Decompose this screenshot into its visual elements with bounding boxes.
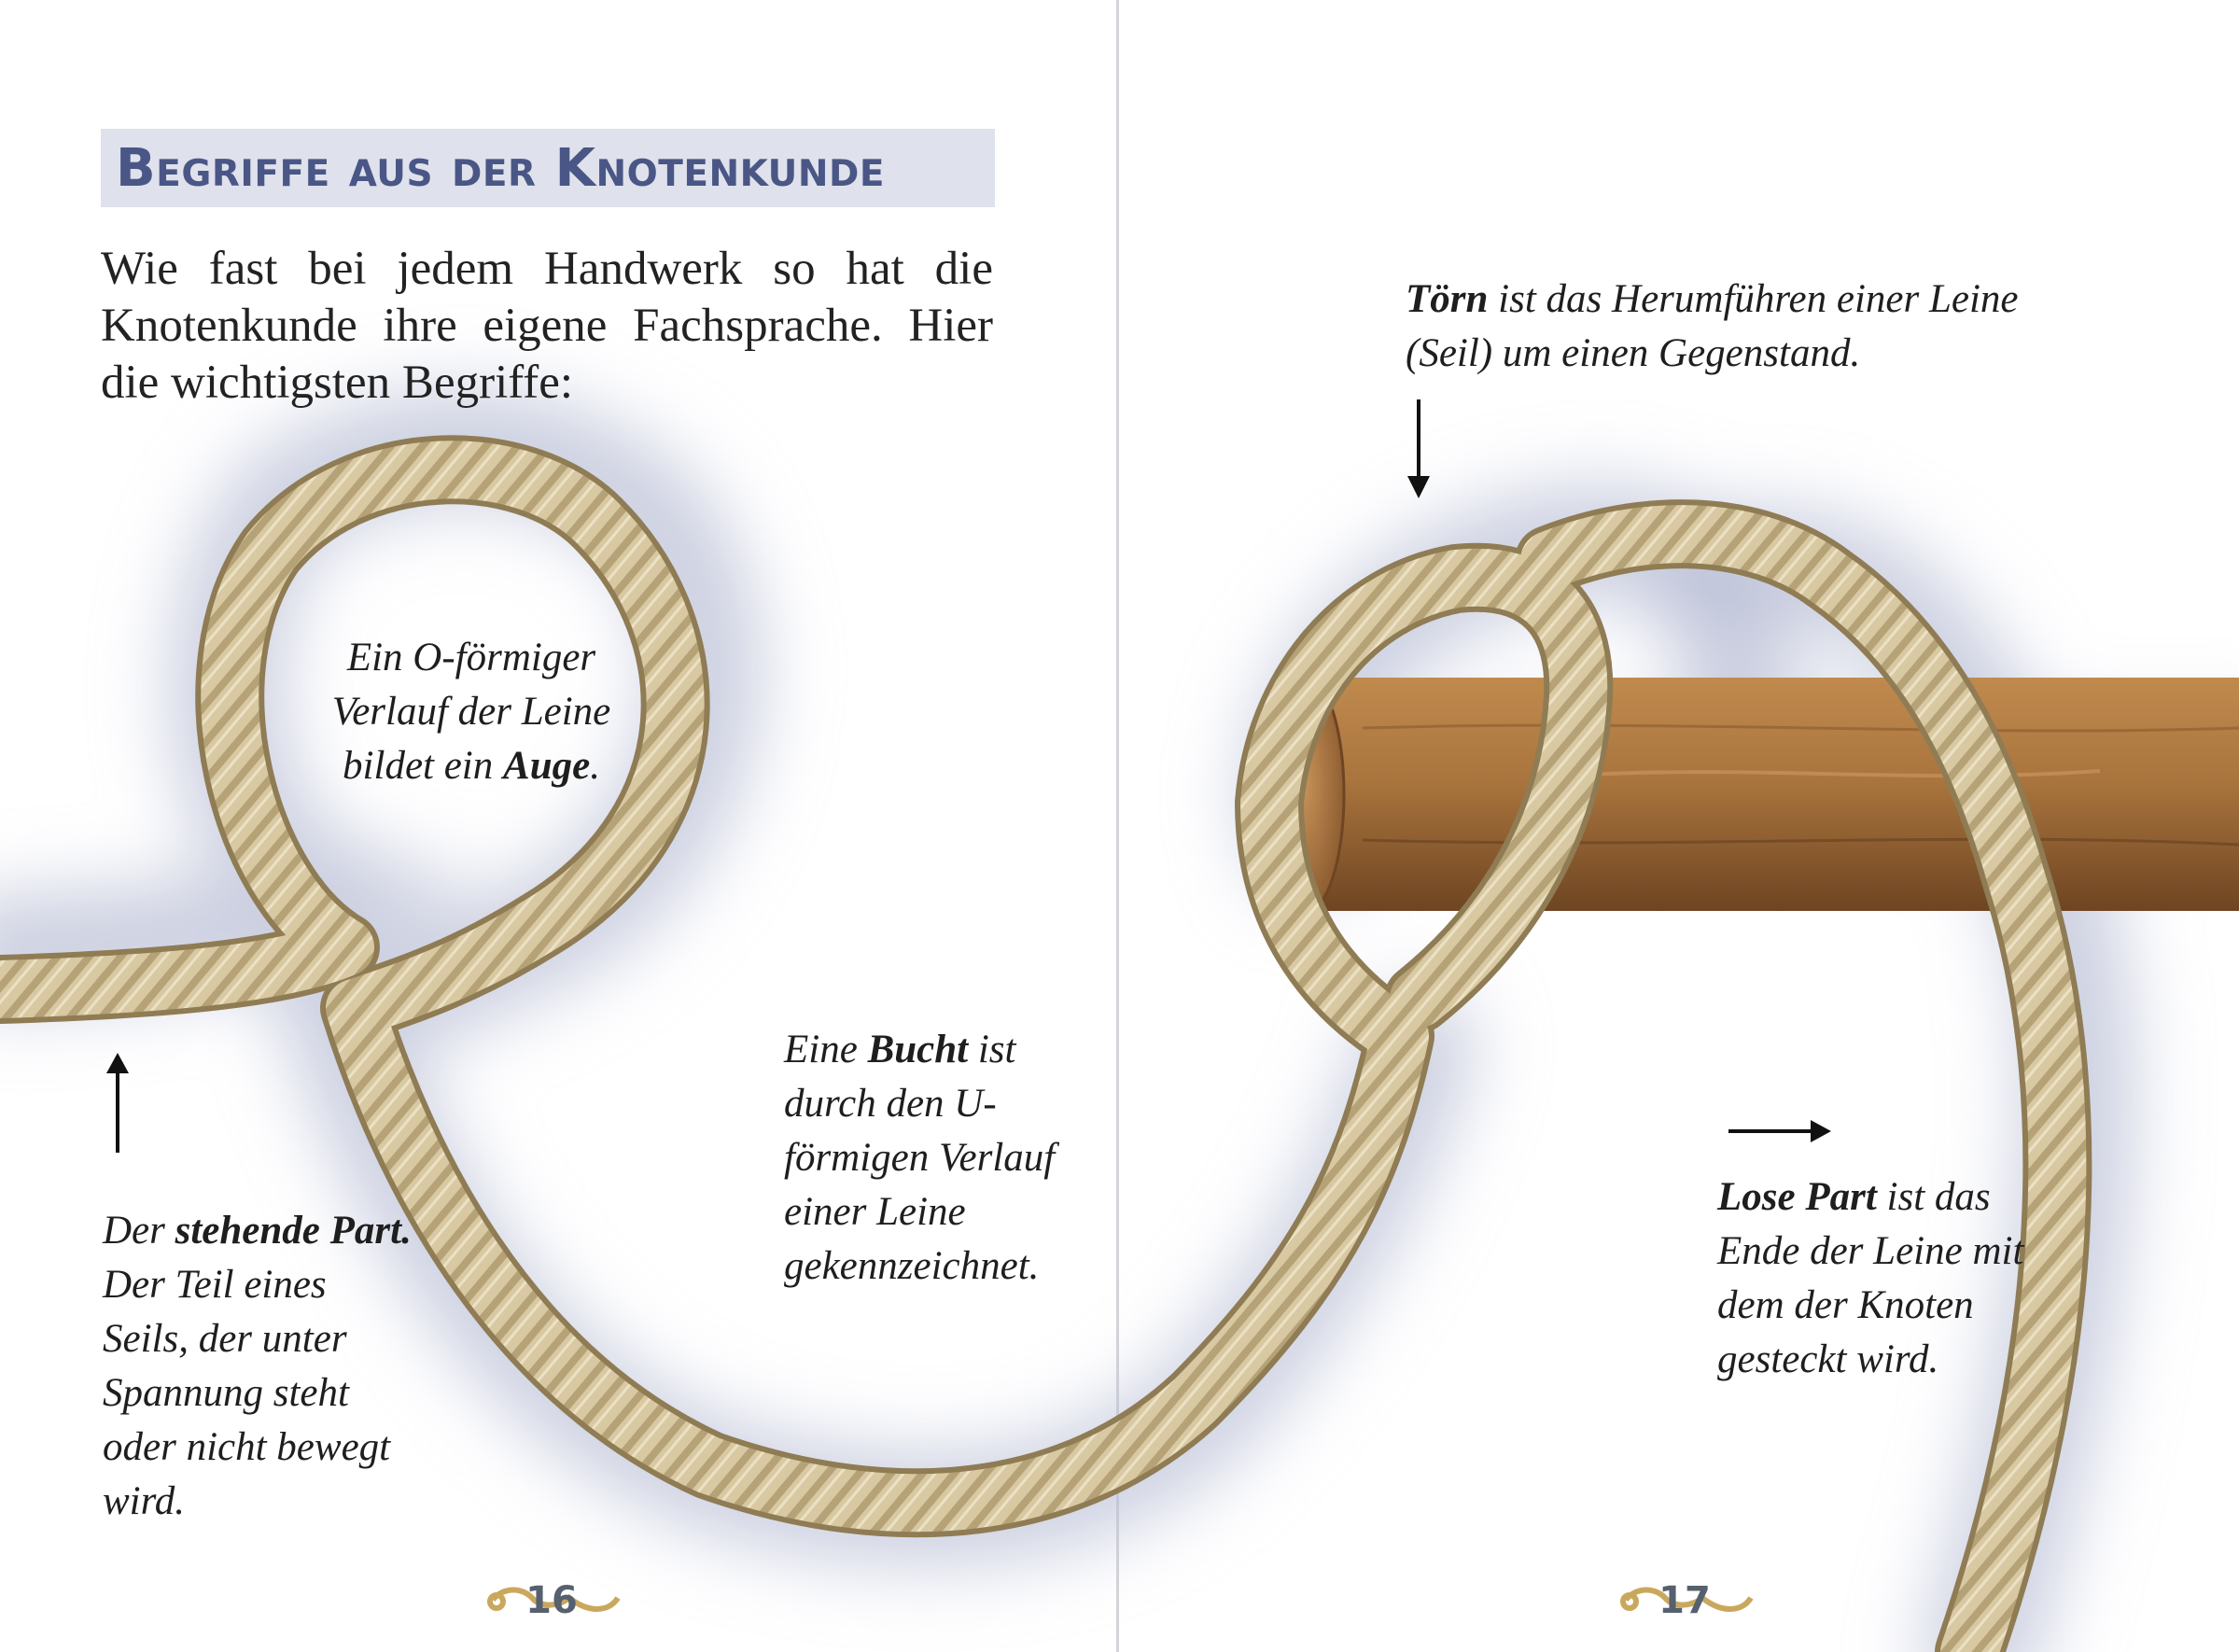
page-number-right-text: 17: [1658, 1579, 1711, 1622]
caption-stehend-pre: Der: [103, 1209, 175, 1253]
caption-lose-term: Lose Part: [1717, 1175, 1877, 1219]
caption-bucht: [784, 1023, 1083, 1294]
caption-auge-term: Auge: [503, 744, 591, 788]
page-number-left-text: 16: [525, 1579, 578, 1622]
caption-auge: [308, 631, 635, 793]
caption-stehend-term: stehende Part.: [175, 1209, 412, 1253]
caption-bucht-term: Bucht: [867, 1028, 969, 1071]
caption-toern-rest: ist das Herumführen einer Leine (Seil) um einen Gegenstand.: [1406, 277, 2019, 375]
wooden-pole: [1269, 678, 2239, 911]
arrow-toern-down: [1407, 399, 1430, 498]
caption-stehender-part: [103, 1204, 420, 1529]
caption-toern-term: Törn: [1406, 277, 1489, 321]
caption-stehend-rest: Der Teil eines Seils, der unter Spannung steht oder nicht bewegt wird.: [103, 1263, 391, 1523]
page-number-left: [482, 1574, 622, 1626]
caption-bucht-rest: ist durch den U-förmigen Verlauf einer Leine gekennzeichnet.: [784, 1028, 1056, 1288]
caption-toern: [1406, 273, 2059, 381]
caption-auge-line3-pre: bildet ein: [343, 744, 504, 788]
page-number-right: [1615, 1574, 1755, 1626]
arrow-stehend-up: [106, 1053, 129, 1153]
caption-auge-line2: Verlauf der Leine: [331, 690, 611, 734]
arrow-lose-right: [1728, 1120, 1831, 1142]
caption-lose-rest: ist das Ende der Leine mit dem der Knoten gesteckt wird.: [1717, 1175, 2024, 1381]
page-heading: Begriffe aus der Knotenkunde: [116, 138, 886, 199]
intro-paragraph: Wie fast bei jedem Handwerk so hat die Knotenkunde ihre eigene Fachsprache. Hier die wichtigsten Begriffe:: [101, 243, 993, 409]
caption-auge-line3-post: .: [590, 744, 600, 788]
caption-lose-part: [1717, 1170, 2053, 1387]
caption-auge-line1: Ein O-förmiger: [346, 636, 596, 679]
caption-bucht-pre: Eine: [784, 1028, 868, 1071]
